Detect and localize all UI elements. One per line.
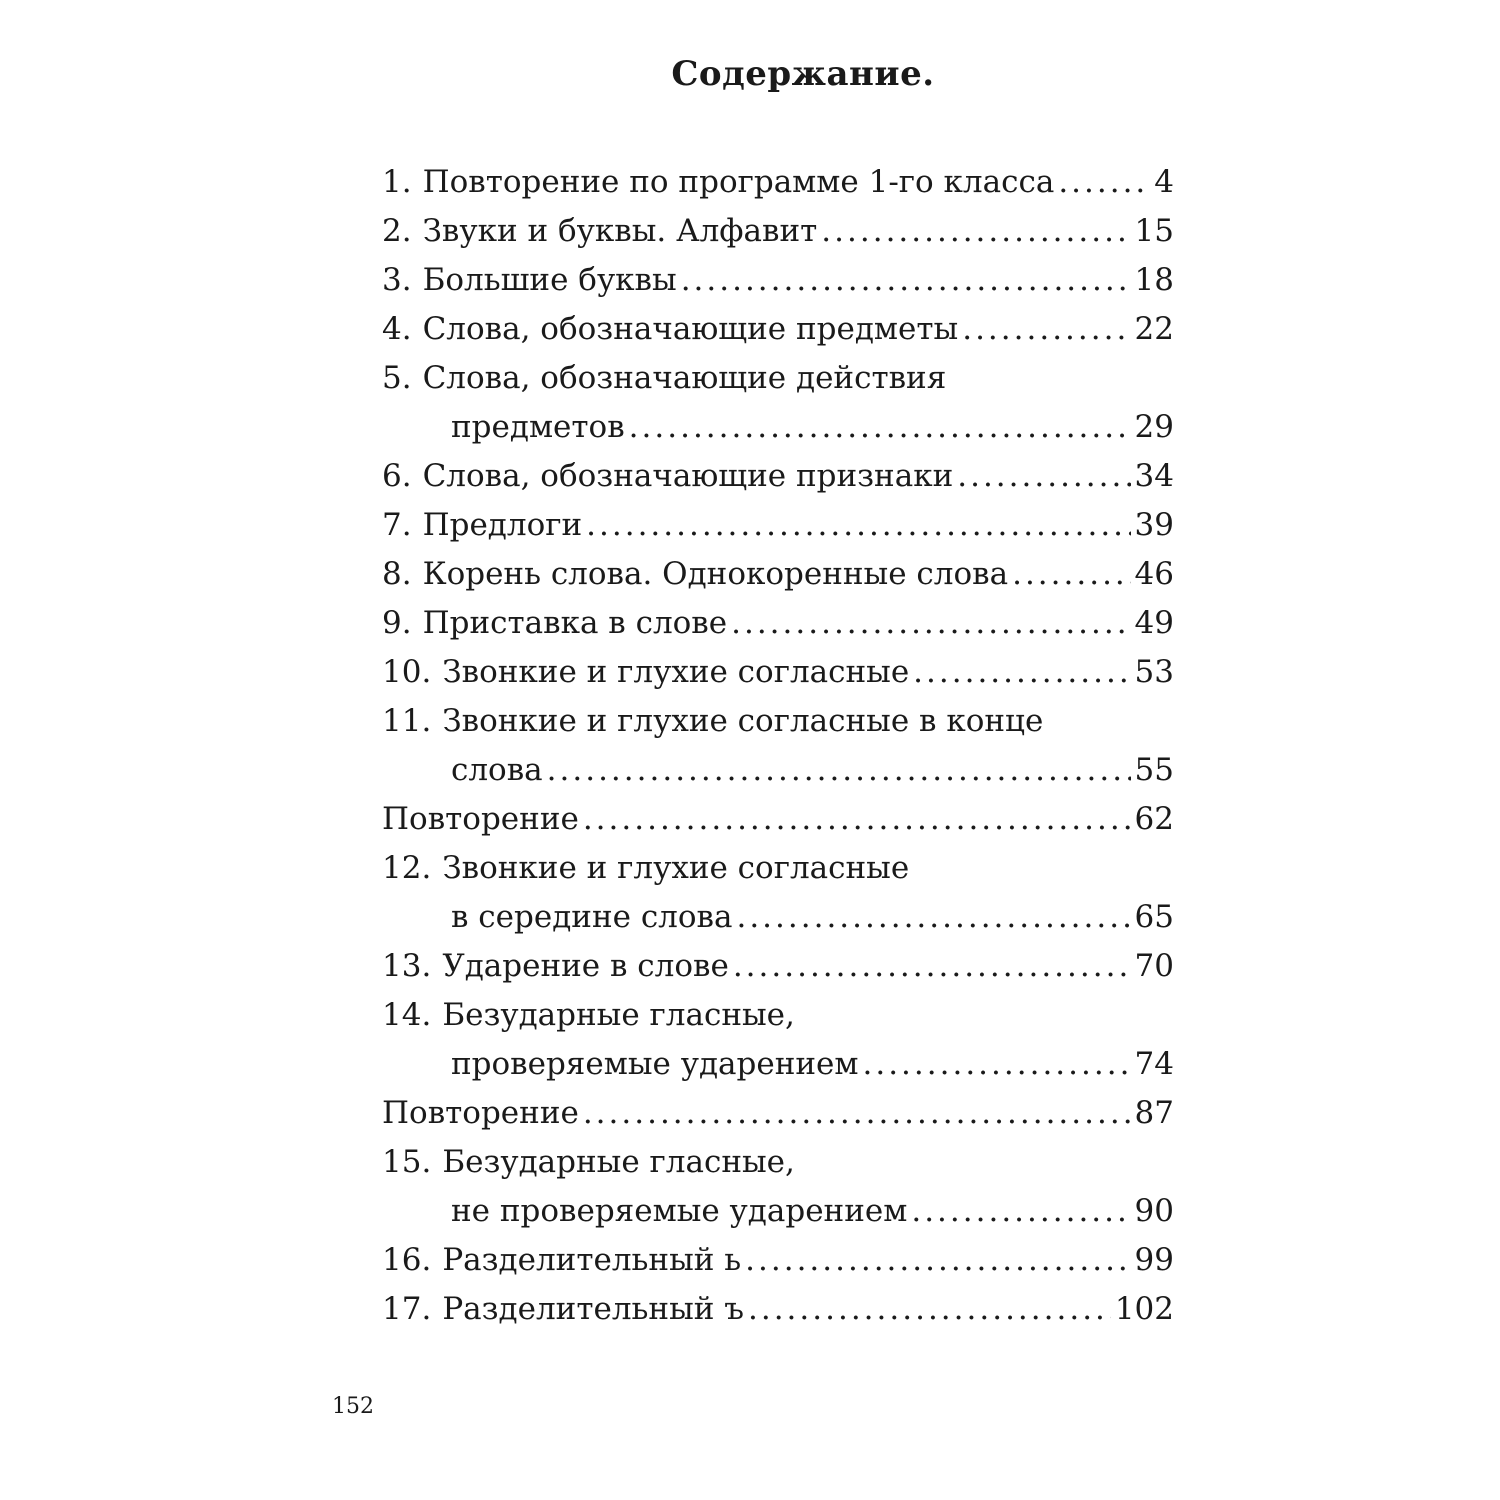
page-number: 152 [332, 1394, 374, 1419]
toc-entry-title: Разделительный ь [442, 1242, 742, 1278]
toc-entry [382, 648, 1174, 697]
toc-entry-number: 6. [382, 458, 412, 494]
toc-entry [382, 1236, 1174, 1285]
toc-line [382, 795, 1174, 844]
toc-entry-number: 7. [382, 507, 412, 543]
toc-entry-number: 4. [382, 311, 412, 347]
toc-page-number: 22 [1134, 311, 1174, 347]
dot-leader [862, 1040, 1130, 1089]
dot-leader [745, 1236, 1130, 1285]
toc-entry-number: 8. [382, 556, 412, 592]
toc-page-number: 29 [1134, 409, 1174, 445]
toc-entry-number: 14. [382, 997, 432, 1033]
dot-leader [1012, 550, 1130, 599]
toc-line-continuation [382, 746, 1174, 795]
toc-page-number: 49 [1134, 605, 1174, 641]
toc-page-number: 87 [1134, 1095, 1174, 1131]
toc-entry-title: Приставка в слове [422, 605, 728, 641]
table-of-contents [382, 158, 1174, 1334]
dot-leader [629, 403, 1131, 452]
toc-entry-title-continuation: слова [451, 752, 543, 788]
toc-line [382, 550, 1174, 599]
toc-entry-title: Звонкие и глухие согласные в конце [442, 703, 1044, 739]
toc-entry-title: Предлоги [422, 507, 583, 543]
toc-line [382, 991, 1174, 1040]
toc-entry-title: Разделительный ъ [442, 1291, 744, 1327]
toc-entry-number: 17. [382, 1291, 432, 1327]
toc-entry-number: 3. [382, 262, 412, 298]
toc-entry [382, 844, 1174, 942]
toc-entry-number: 16. [382, 1242, 432, 1278]
toc-line [382, 354, 1174, 403]
toc-page-number: 55 [1134, 752, 1174, 788]
toc-page-number: 70 [1134, 948, 1174, 984]
toc-entry-title: Повторение [382, 801, 579, 837]
toc-page-number: 46 [1134, 556, 1174, 592]
dot-leader [1058, 158, 1150, 207]
toc-entry-title-continuation: не проверяемые ударением [451, 1193, 908, 1229]
toc-line [382, 1236, 1174, 1285]
toc-line [382, 844, 1174, 893]
page-title: Содержание. [671, 54, 935, 94]
toc-page-number: 53 [1134, 654, 1174, 690]
toc-line [382, 697, 1174, 746]
toc-page-number: 62 [1134, 801, 1174, 837]
toc-entry [382, 697, 1174, 795]
toc-line [382, 207, 1174, 256]
toc-entry-title: Слова, обозначающие предметы [422, 311, 959, 347]
toc-entry-title: Безударные гласные, [442, 997, 795, 1033]
toc-line [382, 1285, 1174, 1334]
toc-page-number: 90 [1134, 1193, 1174, 1229]
toc-page-number: 34 [1134, 458, 1174, 494]
toc-entry [382, 942, 1174, 991]
toc-line [382, 501, 1174, 550]
toc-entry-number: 2. [382, 213, 412, 249]
toc-entry-title: Большие буквы [422, 262, 677, 298]
toc-line [382, 648, 1174, 697]
toc-entry-number: 11. [382, 703, 432, 739]
toc-entry-number: 15. [382, 1144, 432, 1180]
toc-entry-number: 10. [382, 654, 432, 690]
toc-entry [382, 991, 1174, 1089]
dot-leader [583, 795, 1131, 844]
dot-leader [748, 1285, 1111, 1334]
toc-page-number: 18 [1134, 262, 1174, 298]
toc-page-number: 65 [1134, 899, 1174, 935]
toc-entry-number: 13. [382, 948, 432, 984]
dot-leader [547, 746, 1131, 795]
toc-entry [382, 354, 1174, 452]
toc-entry-title: Звонкие и глухие согласные [442, 654, 910, 690]
dot-leader [681, 256, 1131, 305]
toc-entry-title: Повторение [382, 1095, 579, 1131]
toc-page-number: 102 [1114, 1291, 1174, 1327]
toc-entry [382, 158, 1174, 207]
toc-entry-number: 1. [382, 164, 412, 200]
dot-leader [736, 893, 1130, 942]
toc-page-number: 99 [1134, 1242, 1174, 1278]
toc-page-number: 4 [1154, 164, 1174, 200]
toc-line-continuation [382, 893, 1174, 942]
toc-entry [382, 1138, 1174, 1236]
toc-entry-title-continuation: в середине слова [451, 899, 733, 935]
toc-line [382, 452, 1174, 501]
toc-entry-title: Слова, обозначающие действия [422, 360, 947, 396]
toc-entry [382, 207, 1174, 256]
dot-leader [583, 1089, 1131, 1138]
dot-leader [962, 305, 1130, 354]
toc-line [382, 1138, 1174, 1187]
toc-page-number: 74 [1134, 1046, 1174, 1082]
toc-entry-title-continuation: предметов [451, 409, 625, 445]
toc-entry [382, 501, 1174, 550]
toc-entry-title-continuation: проверяемые ударением [451, 1046, 859, 1082]
toc-line [382, 599, 1174, 648]
toc-line [382, 942, 1174, 991]
dot-leader [733, 942, 1131, 991]
toc-entry-number: 9. [382, 605, 412, 641]
toc-line-continuation [382, 1187, 1174, 1236]
toc-entry-title: Безударные гласные, [442, 1144, 795, 1180]
toc-line [382, 256, 1174, 305]
toc-entry [382, 1089, 1174, 1138]
toc-entry-title: Ударение в слове [442, 948, 729, 984]
toc-page-number: 15 [1134, 213, 1174, 249]
toc-entry [382, 795, 1174, 844]
dot-leader [586, 501, 1130, 550]
toc-entry [382, 305, 1174, 354]
toc-line-continuation [382, 403, 1174, 452]
toc-entry-title: Повторение по программе 1-го класса [422, 164, 1055, 200]
dot-leader [731, 599, 1130, 648]
toc-line-continuation [382, 1040, 1174, 1089]
toc-line [382, 305, 1174, 354]
toc-entry-title: Звонкие и глухие согласные [442, 850, 910, 886]
dot-leader [957, 452, 1130, 501]
toc-entry [382, 1285, 1174, 1334]
toc-entry [382, 550, 1174, 599]
toc-entry [382, 452, 1174, 501]
toc-line [382, 1089, 1174, 1138]
toc-page-number: 39 [1134, 507, 1174, 543]
toc-entry-title: Корень слова. Однокоренные слова [422, 556, 1009, 592]
dot-leader [913, 648, 1130, 697]
toc-entry-title: Звуки и буквы. Алфавит [422, 213, 818, 249]
toc-entry-number: 12. [382, 850, 432, 886]
toc-entry-title: Слова, обозначающие признаки [422, 458, 954, 494]
toc-entry [382, 599, 1174, 648]
toc-line [382, 158, 1174, 207]
toc-entry [382, 256, 1174, 305]
dot-leader [911, 1187, 1130, 1236]
toc-entry-number: 5. [382, 360, 412, 396]
dot-leader [821, 207, 1130, 256]
